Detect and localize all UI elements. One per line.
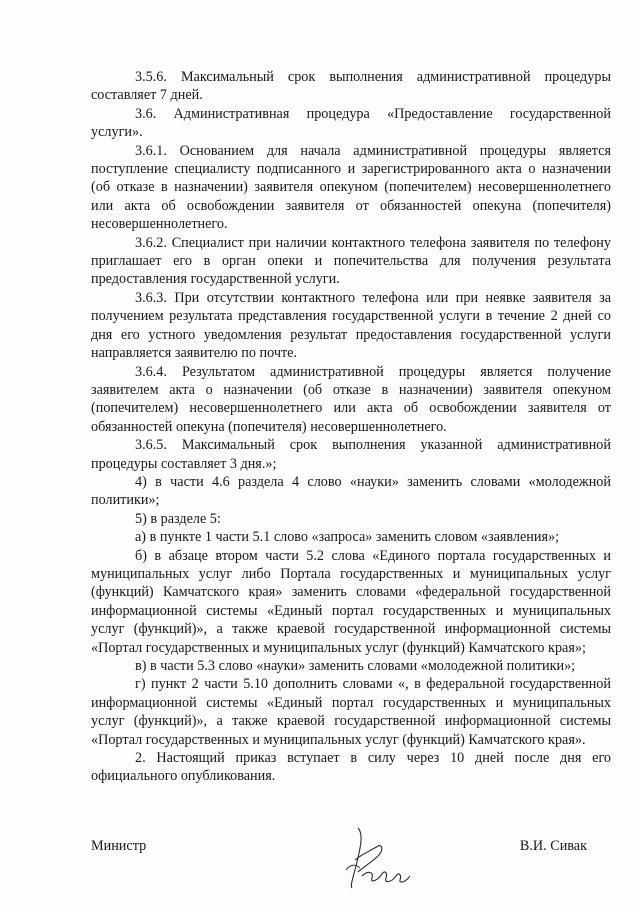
paragraph-item-5v: в) в части 5.3 слово «науки» заменить словами «молодежной политики»;	[135, 658, 576, 674]
paragraph-3-5-6: 3.5.6. Максимальный срок выполнения административной процедуры составляет 7 дней.	[91, 69, 611, 104]
paragraph-item-5b: б) в абзаце втором части 5.2 слова «Единого портала государственных и муниципальных услуг либо Портала государственных и муниципальных услуг (функций) Камчатского края» заменить словами «федеральной государственной информационной системы «Единый портал государственных и муниципальных услуг (функций)», а также краевой государственной информационной системы «Портал государственных и муниципальных услуг (функций) Камчатского края»;	[91, 547, 611, 656]
paragraph-3-6-4: 3.6.4. Результатом административной процедуры является получение заявителем акта о назначении (об отказе в назначении) заявителя опекуном (попечителем) несовершеннолетнего или акта об освобождении заявителя от обязанностей опекуна (попечителя) несовершеннолетнего.	[91, 363, 611, 435]
paragraph-3-6-5: 3.6.5. Максимальный срок выполнения указанной административной процедуры составляет 3 дня.»;	[91, 437, 611, 472]
paragraph-item-5g: г) пункт 2 части 5.10 дополнить словами «, в федеральной государственной информационной системы «Единый портал государственных и муниципальных услуг (функций)», а также краевой государственной информационной системы «Портал государственных и муниципальных услуг (функций) Камчатского края».	[91, 676, 611, 748]
paragraph-3-6-3: 3.6.3. При отсутствии контактного телефона или при неявке заявителя за получением результата представления государственной услуги в течение 2 дней со дня его устного уведомления результат предоставления государственной услуги направляется заявителю по почте.	[91, 289, 611, 362]
document-body	[91, 68, 611, 786]
paragraph-item-4: 4) в части 4.6 раздела 4 слово «науки» заменить словами «молодежной политики»;	[91, 473, 611, 509]
paragraph-item-5: 5) в разделе 5:	[135, 510, 221, 527]
paragraph-3-6: 3.6. Административная процедура «Предоставление государственной услуги».	[91, 105, 611, 141]
paragraph-item-2: 2. Настоящий приказ вступает в силу через 10 дней после дня его официального опубликования.	[91, 750, 611, 785]
signer-title: Министр	[91, 838, 147, 854]
paragraph-3-6-2: 3.6.2. Специалист при наличии контактного телефона заявителя по телефону приглашает его в орган опеки и попечительства для получения результата предоставления государственной услуги.	[91, 234, 611, 288]
signer-name: В.И. Сивак	[519, 838, 587, 854]
paragraph-3-6-1: 3.6.1. Основанием для начала административной процедуры является поступление специалисту подписанного и зарегистрированного акта о назначении (об отказе в назначении) заявителя опекуном (попечителем) несовершеннолетнего или акта об освобождении заявителя от обязанностей опекуна (попечителя) несовершеннолетнего.	[91, 142, 611, 233]
signature-row	[91, 838, 611, 862]
paragraph-item-5a: а) в пункте 1 части 5.1 слово «запроса» заменить словом «заявления»;	[135, 529, 560, 546]
